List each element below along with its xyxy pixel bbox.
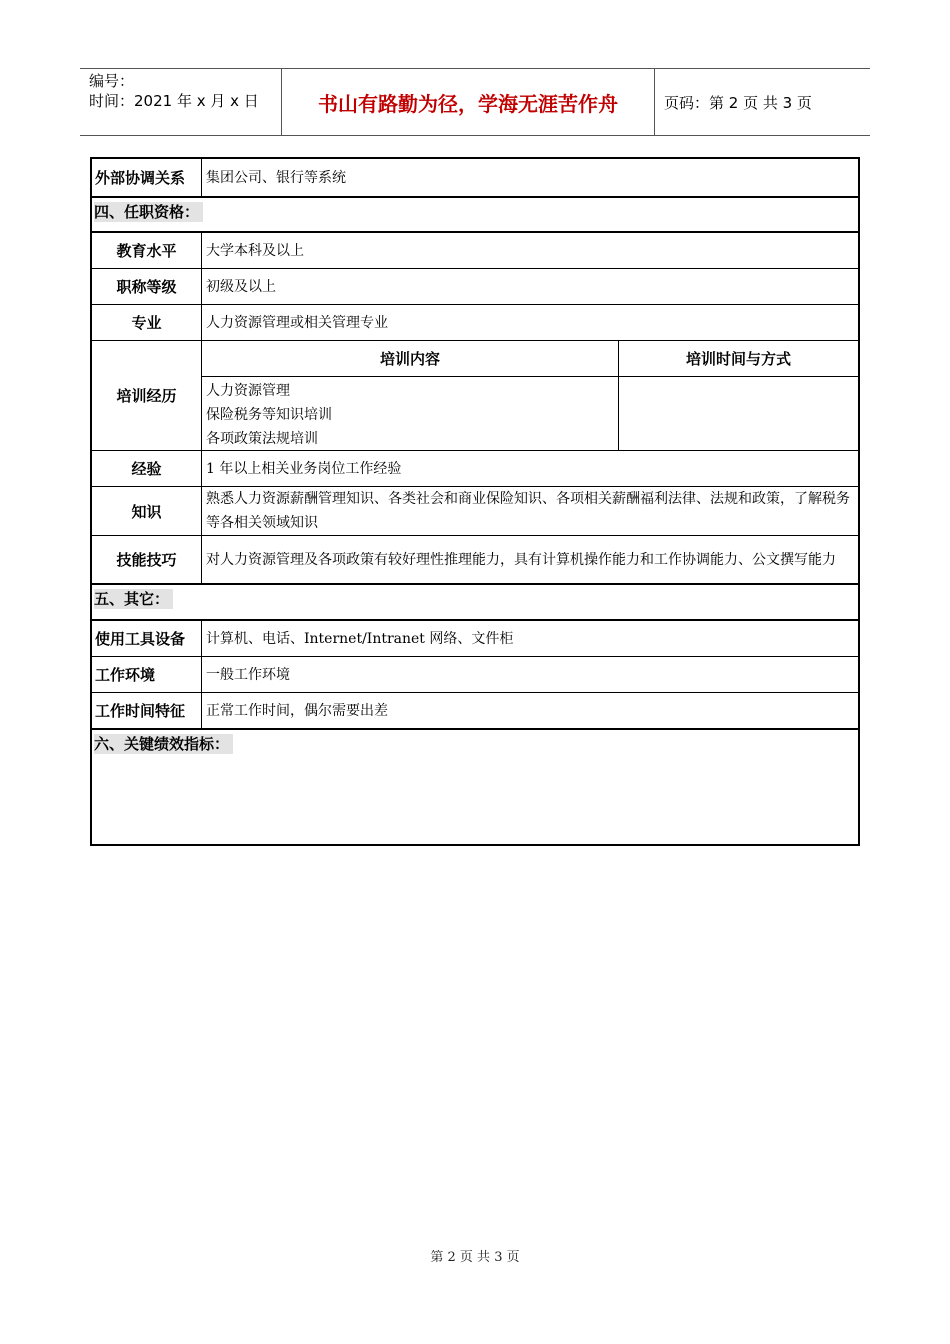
value-work-time: 正常工作时间，偶尔需要出差 xyxy=(206,702,388,719)
value-experience: 1 年以上相关业务岗位工作经验 xyxy=(206,460,402,477)
value-external-relations: 集团公司、银行等系统 xyxy=(206,169,346,186)
value-major: 人力资源管理或相关管理专业 xyxy=(206,314,388,331)
training-item: 人力资源管理 xyxy=(206,383,290,399)
header-date-label: 时间：2021 年 x 月 x 日 xyxy=(89,92,259,110)
section-title-qualifications: 四、任职资格： xyxy=(94,202,203,222)
row-work-time xyxy=(92,693,858,730)
label-work-time: 工作时间特征 xyxy=(92,693,202,728)
row-external-relations xyxy=(92,159,858,198)
label-title-level: 职称等级 xyxy=(92,269,202,304)
row-experience xyxy=(92,451,858,487)
label-skills: 技能技巧 xyxy=(92,536,202,583)
label-knowledge: 知识 xyxy=(92,487,202,535)
section-kpi xyxy=(92,730,858,844)
training-subtable xyxy=(202,341,858,450)
section-title-other: 五、其它： xyxy=(94,589,173,609)
row-education xyxy=(92,233,858,269)
row-major xyxy=(92,305,858,341)
training-body-row xyxy=(202,377,858,450)
section-other xyxy=(92,585,858,621)
training-content-cell xyxy=(202,377,619,450)
label-environment: 工作环境 xyxy=(92,657,202,692)
value-title-level: 初级及以上 xyxy=(206,278,276,295)
row-training xyxy=(92,341,858,451)
row-title-level xyxy=(92,269,858,305)
row-skills xyxy=(92,536,858,585)
label-training: 培训经历 xyxy=(92,341,202,450)
label-education: 教育水平 xyxy=(92,233,202,268)
header-meta-cell xyxy=(80,69,282,135)
row-tools xyxy=(92,621,858,657)
row-knowledge xyxy=(92,487,858,536)
section-title-kpi: 六、关键绩效指标： xyxy=(94,734,233,754)
label-experience: 经验 xyxy=(92,451,202,486)
training-method-header: 培训时间与方式 xyxy=(685,350,791,368)
document-header xyxy=(80,68,870,136)
page-footer: 第 2 页 共 3 页 xyxy=(430,1250,520,1265)
job-description-table xyxy=(90,157,860,846)
value-knowledge: 熟悉人力资源薪酬管理知识、各类社会和商业保险知识、各项相关薪酬福利法律、法规和政策，了解税务等各相关领域知识 xyxy=(206,491,850,531)
training-item: 各项政策法规培训 xyxy=(206,431,318,447)
header-number-label: 编号： xyxy=(89,72,135,90)
label-external-relations: 外部协调关系 xyxy=(92,159,202,196)
value-skills: 对人力资源管理及各项政策有较好理性推理能力，具有计算机操作能力和工作协调能力、公文撰写能力 xyxy=(206,551,836,568)
header-page-info: 页码：第 2 页 共 3 页 xyxy=(664,93,812,112)
section-qualifications xyxy=(92,198,858,233)
training-header-row xyxy=(202,341,858,377)
value-education: 大学本科及以上 xyxy=(206,242,304,259)
label-tools: 使用工具设备 xyxy=(92,621,202,656)
label-major: 专业 xyxy=(92,305,202,340)
value-environment: 一般工作环境 xyxy=(206,666,290,683)
header-motto: 书山有路勤为径，学海无涯苦作舟 xyxy=(282,69,655,135)
training-item: 保险税务等知识培训 xyxy=(206,407,332,423)
value-tools: 计算机、电话、Internet/Intranet 网络、文件柜 xyxy=(206,630,514,647)
training-content-header: 培训内容 xyxy=(202,341,619,376)
row-environment xyxy=(92,657,858,693)
